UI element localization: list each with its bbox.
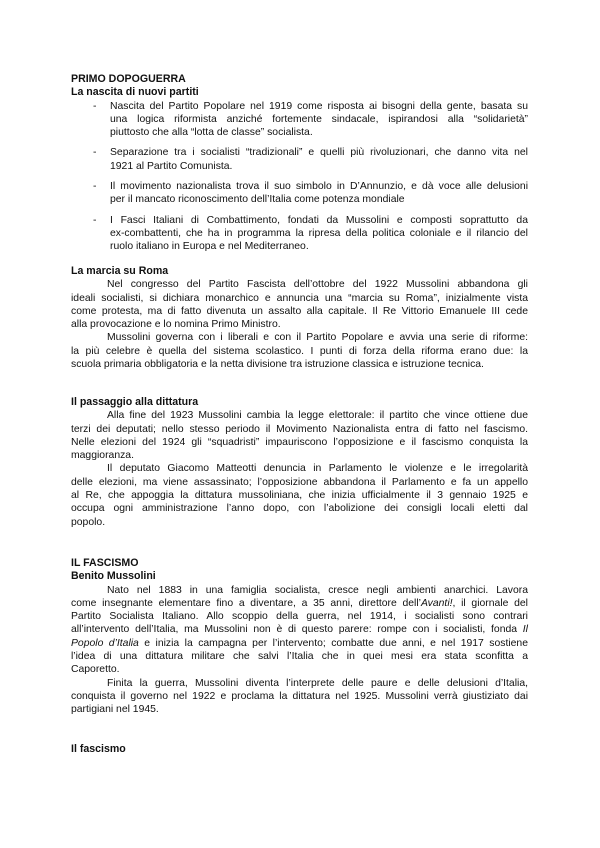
paragraph [71,331,528,371]
paragraph [71,278,528,331]
text-line: piuttosto che alla “lotta de classe” socialista. [110,127,313,139]
text-line: per il mancato riconoscimento dell’Italia come potenza mondiale [110,194,405,206]
subsection-heading: La marcia su Roma [71,265,169,277]
text-line: delle elezioni, ma viene assassinato; l’opposizione abbandona il Parlamento e fa un appello [71,476,528,488]
list-item [71,100,528,140]
text-line: all’intervento dell’Italia, ma Mussolini non è di questo parere: rompe con i socialisti, fonda Il [71,624,528,636]
text-line: popolo. [71,516,106,528]
bullet-list [71,100,528,254]
subsection-body [71,409,528,529]
text-line: terzi dei deputati; nello stesso periodo il Movimento Nazionalista entra di fatto nel fascismo. [71,423,528,435]
text-line: ex-combattenti, che ha in programma la ripresa della politica coloniale e il rilancio del [110,227,528,239]
bullet-dash: - [93,147,97,159]
text-line: partigiani nel 1945. [71,704,159,716]
subsection-body [71,584,528,717]
list-item [71,146,528,173]
paragraph [71,462,528,528]
text-line: ideali socialisti, si dichiara monarchico e annuncia una “marcia su Roma”, inizialmente vista [71,292,528,304]
list-item [71,180,528,207]
text-line: conquista il governo nel 1922 e proclama la dittatura nel 1925. Mussolini verrà giustiziato dai [71,690,528,702]
text-line: Nascita del Partito Popolare nel 1919 come risposta ai bisogni della gente, basata su [110,100,528,112]
subsection-passaggio-dittatura [71,396,528,529]
italic-title: Popolo d’Italia [71,637,139,649]
text-line: Alla fine del 1923 Mussolini cambia la legge elettorale: il partito che vince ottiene due [107,410,528,422]
subsection-heading: Benito Mussolini [71,570,156,583]
text-line: la più celebre è quella del sistema scolastico. I punti di forza della riforma erano due: la [71,345,528,357]
text-line: Mussolini governa con i liberali e con il Partito Popolare e avvia una serie di riforme: [107,332,528,344]
text-line: alla provocazione e lo nomina Primo Ministro. [71,319,281,331]
subsection-body [71,278,528,371]
section-heading: IL FASCISMO [71,557,139,569]
text-line: come insegnante elementare fino a diventare, a 35 anni, direttore dell’Avanti!, il giornale del [71,597,528,609]
subsection-heading: La nascita di nuovi partiti [71,86,199,99]
text-line: Caporetto. [71,664,120,676]
text-line: una logica riformista anziché fortemente sindacale, ispirandosi alla “solidarietà” [110,113,528,125]
paragraph [71,584,528,677]
subsection-heading: Il passaggio alla dittatura [71,396,199,408]
text-line: Nelle elezioni del 1924 gli “squadristi” impauriscono l’opposizione e il fascismo conquista la [71,436,528,448]
text-line: ruolo italiano in Europa e nel Mediterraneo. [110,241,309,253]
paragraph [71,409,528,462]
text-line: scuola primaria obbligatoria e la netta divisione tra istruzione classica e istruzione tecnica. [71,359,484,371]
section-il-fascismo [71,557,528,717]
text-line: Separazione tra i socialisti “tradizionali” e quelli più rivoluzionari, che danno vita nel [110,147,528,159]
list-item [71,214,528,254]
section-primo-dopoguerra [71,73,528,261]
italic-title: Il [522,624,528,636]
text-line: Nel congresso del Partito Fascista dell’ottobre del 1922 Mussolini abbandona gli [107,279,528,291]
text-line: Finita la guerra, Mussolini diventa l’interprete delle paure e delle delusioni d’Italia, [107,677,528,689]
text-line: Popolo d’Italia e inizia la campagna per l’intervento; combatte due anni, e nel 1917 sostiene [71,637,528,649]
paragraph [71,677,528,717]
text-line: occupa ogni amministrazione l’anno dopo, con l’abolizione dei consigli locali eletti dal [71,503,528,515]
text-line: maggioranza. [71,450,134,462]
italic-title: Avanti! [420,597,453,609]
text-line: come protesta, ma di fatto divenuta un assalto alla capitale. Il Re Vittorio Emanuele III cede [71,305,528,317]
text-line: al Re, che appoggia la dittatura mussoliniana, che inizia ufficialmente il 3 gennaio 1925 e [71,490,528,502]
bullet-dash: - [93,100,97,112]
bullet-dash: - [93,214,97,226]
subsection-heading: Il fascismo [71,743,126,755]
text-line: l’idea di una dittatura militare che salvi l’Italia che in quei mesi era stata sconfitta a [71,651,528,663]
text-line: Partito Socialista Italiano. Allo scoppio della guerra, nel 1914, i socialisti sono contrari [71,611,528,623]
bullet-dash: - [93,181,97,193]
text-line: Il deputato Giacomo Matteotti denuncia in Parlamento le violenze e le irregolarità [107,463,528,475]
text-line: I Fasci Italiani di Combattimento, fondati da Mussolini e composti soprattutto da [110,214,528,226]
subsection-marcia-su-roma [71,265,528,371]
text-line: Nato nel 1883 in una famiglia socialista, cresce negli ambienti anarchici. Lavora [107,584,528,596]
text-line: Il movimento nazionalista trova il suo simbolo in D’Annunzio, e dà voce alle delusioni [110,181,528,193]
text-line: 1921 al Partito Comunista. [110,160,233,172]
subsection-il-fascismo [71,743,528,756]
section-heading: PRIMO DOPOGUERRA [71,73,186,85]
